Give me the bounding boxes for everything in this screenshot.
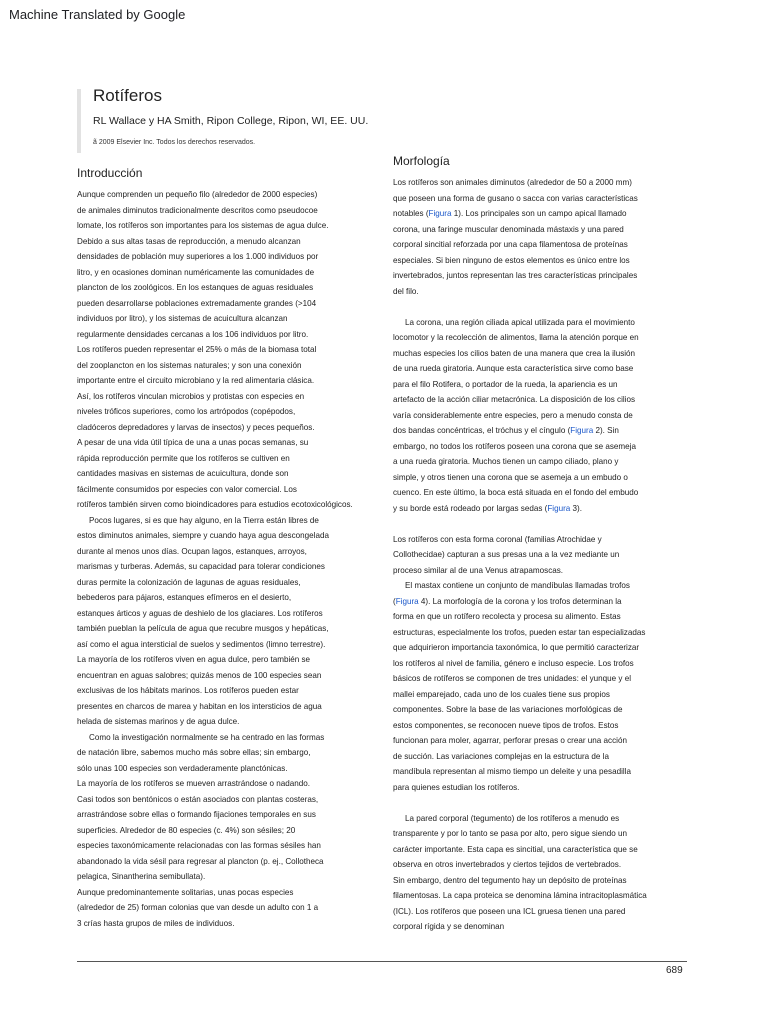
footer-divider [77,961,687,962]
line-text: presentes en charcos de marea y habitan en los intersticios de agua [77,701,322,711]
right-text-column [393,175,713,935]
article-title: Rotíferos [93,86,162,105]
text-line [77,621,392,637]
text-line [393,780,713,796]
line-text: de una rueda giratoria. Aunque esta característica sirve como base [393,364,634,373]
line-text: forma en que un rotífero recolecta y procesa su alimento. Estas [393,612,621,621]
line-text: durante al menos unos días. Ocupan lagos, estanques, arroyos, [77,546,307,556]
text-line [77,389,392,405]
text-line [393,175,713,191]
text-line [393,191,713,207]
figure-link[interactable]: Figura [570,426,594,435]
line-text: transparente y por lo tanto se pasa por alto, pero sigue siendo un [393,829,627,838]
text-line [393,811,713,827]
line-text: Sin embargo, dentro del tegumento hay un depósito de proteínas [393,875,627,885]
text-line [393,346,713,362]
line-text: corporal rígida y se denominan [393,922,505,931]
line-text: Los rotíferos son animales diminutos (alrededor de 50 a 2000 mm) [393,178,632,187]
text-line [393,485,713,501]
page-number: 689 [666,965,683,976]
line-text: abandonado la vida sésil para regresar al plancton (p. ej., Collotheca [77,856,324,866]
line-text: básicos de rotíferos se componen de tres unidades: el yunque y el [393,674,632,683]
text-line [77,187,392,203]
text-line [393,470,713,486]
line-text: cantidades masivas en sistemas de acuicultura, donde son [77,469,289,478]
line-text: La mayoría de los rotíferos se mueven arrastrándose o nadando. [77,779,311,788]
text-line [77,668,392,684]
line-text: del filo. [393,286,419,296]
text-line [393,423,713,439]
text-line [77,869,392,885]
text-line [77,203,392,219]
line-text: Pocos lugares, si es que hay alguno, en la Tierra están libres de [89,515,319,525]
text-line [393,563,713,579]
text-line [77,776,392,792]
text-line [77,900,392,916]
text-line [77,699,392,715]
text-line [393,284,713,300]
text-line [77,435,392,451]
line-text: a una rueda giratoria. Muchos tienen un campo ciliado, plano y [393,457,619,466]
text-line [393,888,713,904]
line-text: ( [393,596,396,606]
line-text: A pesar de una vida útil típica de una a unas pocas semanas, su [77,438,309,447]
line-text: también pueblan la película de agua que recubre musgos y hepáticas, [77,624,329,633]
text-line [77,714,392,730]
text-line [393,377,713,393]
text-line [393,640,713,656]
text-line [77,327,392,343]
text-line [393,919,713,935]
text-line [393,842,713,858]
line-text: duras permite la colonización de lagunas de aguas residuales, [77,577,301,587]
line-text: para el filo Rotifera, o portador de la rueda, la apariencia es un [393,379,618,389]
line-text: 1). Los principales son un campo apical llamado [451,209,627,218]
line-text: densidades de población muy superiores a los 1.000 individuos por [77,252,319,261]
line-text: fácilmente consumidos por especies con valor comercial. Los [77,484,297,494]
left-text-column [77,187,392,931]
text-line [393,609,713,625]
line-text: Como la investigación normalmente se ha centrado en las formas [89,732,325,742]
line-text: funcionan para moler, agarrar, perforar presas o crear una acción [393,736,627,745]
text-line [393,532,713,548]
line-text: lomate, los rotíferos son importantes para los sistemas de agua dulce. [77,221,329,230]
line-text: los rotíferos al nivel de familia, género e incluso especie. Los trofos [393,658,634,668]
line-text: corporal sincitial reforzada por una capa filamentosa de proteínas [393,240,628,249]
text-line [77,652,392,668]
text-line [77,575,392,591]
line-text: Collothecidae) capturan a sus presas una a la vez mediante un [393,550,620,559]
text-line [393,299,713,315]
text-line [77,451,392,467]
line-text: rotíferos también sirven como bioindicadores para estudios ecotoxicológicos. [77,500,353,509]
title-accent-bar [77,89,81,153]
figure-link[interactable]: Figura [547,503,571,513]
text-line [77,249,392,265]
text-line [393,873,713,889]
text-line [393,718,713,734]
text-line [77,296,392,312]
text-line [393,904,713,920]
line-text: que adquirieron importancia taxonómica, lo que permitió caracterizar [393,643,640,652]
line-text: de natación libre, sabemos mucho más sobre ellas; sin embargo, [77,748,311,757]
line-text: mallei emparejado, cada uno de los cuales tiene sus propios [393,689,610,699]
line-text: Debido a sus altas tasas de reproducción, a menudo alcanzan [77,236,301,246]
copyright-notice: ã 2009 Elsevier Inc. Todos los derechos reservados. [93,139,256,146]
machine-translation-banner: Machine Translated by Google [9,7,186,22]
line-text: Así, los rotíferos vinculan microbios y protistas con especies en [77,391,305,401]
text-line [77,637,392,653]
line-text: estos componentes, se reconocen nueve tipos de trofos. Estos [393,720,619,730]
line-text: (alrededor de 25) forman colonias que van desde un adulto con 1 a [77,903,319,912]
text-line [393,687,713,703]
text-line [77,234,392,250]
text-line [77,854,392,870]
text-line [393,392,713,408]
line-text: individuos por litro), y los sistemas de acuicultura alcanzan [77,314,288,323]
text-line [393,268,713,284]
section-heading-introduction: Introducción [77,166,143,180]
text-line [393,439,713,455]
text-line [393,656,713,672]
line-text: estructuras, especialmente los trofos, pueden estar tan especializadas [393,627,646,637]
text-line [393,547,713,563]
line-text: sólo unas 100 especies son verdaderamente planctónicas. [77,763,288,773]
text-line [393,857,713,873]
line-text: plancton de los zoológicos. En los estanques de aguas residuales [77,283,314,292]
line-text: La pared corporal (tegumento) de los rotíferos a menudo es [405,813,620,823]
line-text: embargo, no todos los rotíferos poseen una corona que se asemeja [393,441,636,451]
line-text: El mastax contiene un conjunto de mandíbulas llamadas trofos [405,581,630,590]
line-text: del zooplancton en los sistemas naturales; y son una conexión [77,360,302,370]
line-text: litro, y en ocasiones dominan numéricamente las comunidades de [77,267,315,277]
line-text: pueden desarrollarse poblaciones extremadamente grandes (>104 [77,298,317,308]
section-heading-morphology: Morfología [393,154,450,168]
text-line [393,795,713,811]
line-text: (ICL). Los rotíferos que poseen una ICL gruesa tienen una pared [393,906,626,916]
text-line [77,342,392,358]
text-line [393,671,713,687]
line-text: helada de sistemas marinos y de agua dulce. [77,717,240,726]
text-line [393,237,713,253]
text-line [77,513,392,529]
text-line [393,702,713,718]
text-line [77,823,392,839]
line-text: especies taxonómicamente relacionadas con las formas sésiles han [77,841,321,850]
line-text: corona, una faringe muscular denominada mástaxis y una pared [393,224,624,234]
text-line [77,730,392,746]
text-line [77,792,392,808]
text-line [77,482,392,498]
text-line [77,590,392,606]
line-text: artefacto de la acción ciliar metacrónica. La disposición de los cilios [393,395,636,404]
line-text: que poseen una forma de gusano o sacca con varias características [393,193,638,203]
text-line [77,404,392,420]
line-text: así como el agua intersticial de suelos y sedimentos (limno terrestre). [77,639,326,649]
text-line [77,358,392,374]
text-line [77,916,392,932]
line-text: encuentran en aguas salobres; quizás menos de 100 especies sean [77,670,322,680]
line-text: carácter importante. Esta capa es sincitial, una característica que se [393,844,638,854]
text-line [393,206,713,222]
line-text: estos diminutos animales, siempre y cuando haya agua descongelada [77,531,329,540]
text-line [77,528,392,544]
line-text: Aunque predominantemente solitarias, unas pocas especies [77,887,294,897]
line-text: importante entre el circuito microbiano y la red alimentaria clásica. [77,376,315,385]
line-text: marismas y turberas. Además, su capacidad para tolerar condiciones [77,562,325,571]
line-text: simple, y otros tienen una corona que se asemeja a un embudo o [393,472,628,482]
text-line [393,408,713,424]
line-text: Casi todos son bentónicos o están asociados con plantas costeras, [77,794,319,804]
text-line [77,807,392,823]
text-line [77,311,392,327]
line-text: observa en otros invertebrados y ciertos tejidos de vertebrados. [393,860,622,869]
line-text: varía considerablemente entre especies, pero a menudo consta de [393,410,633,420]
line-text: Aunque comprenden un pequeño filo (alrededor de 2000 especies) [77,190,318,199]
text-line [77,838,392,854]
text-line [393,253,713,269]
text-line [77,559,392,575]
line-text: muchas especies los cilios baten de una manera que crea la ilusión [393,348,636,358]
line-text: de animales diminutos tradicionalmente descritos como pseudocoe [77,205,318,215]
figure-link[interactable]: Figura [395,596,419,606]
line-text: dos bandas concéntricas, el tróchus y el cíngulo ( [393,426,571,435]
line-text: estanques árticos y aguas de deshielo de los glaciares. Los rotíferos [77,608,323,618]
line-text: notables ( [393,209,429,218]
text-line [393,330,713,346]
line-text: 3 crías hasta grupos de miles de individuos. [77,918,235,928]
text-line [393,454,713,470]
line-text: exclusivas de los hábitats marinos. Los rotíferos pueden estar [77,686,299,695]
text-line [393,733,713,749]
line-text: Los rotíferos pueden representar el 25% o más de la biomasa total [77,345,317,354]
line-text: cladóceros depredadores y larvas de insectos) y peces pequeños. [77,422,315,432]
line-text: arrastrándose sobre ellas o formando fijaciones temporales en sus [77,810,316,819]
text-line [77,885,392,901]
line-text: bebederos para pájaros, estanques efímeros en el desierto, [77,593,292,602]
line-text: 4). La morfología de la corona y los trofos determinan la [418,596,622,606]
line-text: para quienes estudian los rotíferos. [393,782,520,792]
text-line [77,218,392,234]
line-text: pelagica, Sinantherina semibullata). [77,872,206,881]
text-line [77,606,392,622]
line-text: mandíbula representan al mismo tiempo un deleite y una pesadilla [393,767,632,776]
text-line [77,683,392,699]
text-line [393,594,713,610]
line-text: niveles tróficos superiores, como los artrópodos (copépodos, [77,407,296,416]
line-text: 2). Sin [593,426,619,435]
text-line [77,761,392,777]
text-line [77,280,392,296]
line-text: y su borde está rodeado por largas sedas ( [393,503,548,513]
text-line [393,826,713,842]
text-line [393,516,713,532]
line-text: especiales. Si bien ninguno de estos elementos es único entre los [393,255,630,265]
text-line [77,265,392,281]
figure-link[interactable]: Figura [428,209,452,218]
text-line [393,222,713,238]
text-line [77,466,392,482]
line-text: La corona, una región ciliada apical utilizada para el movimiento [405,317,635,327]
text-line [393,315,713,331]
text-line [77,497,392,513]
line-text: superficies. Alrededor de 80 especies (c. 4%) son sésiles; 20 [77,825,296,835]
line-text: locomotor y la recolección de alimentos, llama la atención porque en [393,333,639,342]
line-text: La mayoría de los rotíferos viven en agua dulce, pero también se [77,655,311,664]
text-line [393,625,713,641]
text-line [393,749,713,765]
line-text: invertebrados, juntos representan las tres características principales [393,271,638,280]
line-text: regularmente densidades cercanas a los 106 individuos por litro. [77,329,309,339]
line-text: Los rotíferos con esta forma coronal (familias Atrochidae y [393,534,602,544]
text-line [393,578,713,594]
line-text: proceso similar al de una Venus atrapamoscas. [393,565,564,575]
article-authors: RL Wallace y HA Smith, Ripon College, Ripon, WI, EE. UU. [93,115,369,127]
text-line [77,373,392,389]
line-text: rápida reproducción permite que los rotíferos se cultiven en [77,453,290,463]
text-line [393,501,713,517]
line-text: cuenco. En este último, la boca está situada en el fondo del embudo [393,488,639,497]
text-line [77,544,392,560]
text-line [393,361,713,377]
line-text: de succión. Las variaciones complejas en la estructura de la [393,751,609,761]
text-line [77,420,392,436]
line-text: filamentosas. La capa proteica se denomina lámina intracitoplasmática [393,891,647,900]
line-text: 3). [570,503,582,513]
text-line [77,745,392,761]
line-text: componentes. Sobre la base de las variaciones morfológicas de [393,705,623,714]
text-line [393,764,713,780]
